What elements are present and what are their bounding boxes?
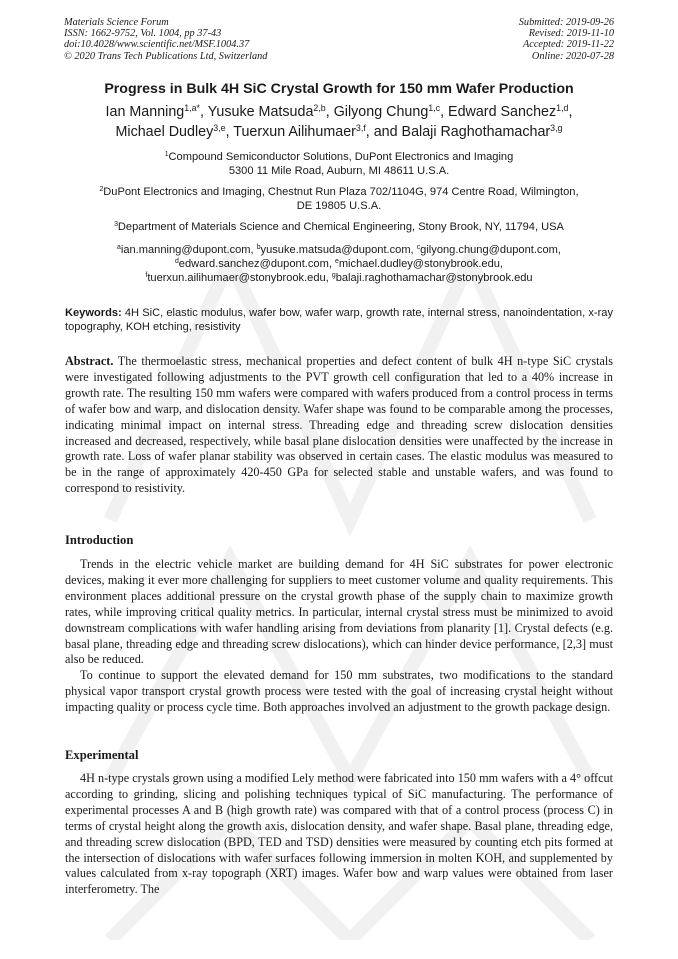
author-affiliation-sup: 1,a*	[184, 102, 200, 113]
author-affiliation-sup: 3,e	[213, 122, 226, 133]
author-line-1: Ian Manning$^{1,a*}$, Yusuke Matsuda$^{2,b}$, Gilyong Chung$^{1,c}$, Edward Sanchez$^{1,d}$,	[105, 102, 573, 120]
submitted-date: Submitted: 2019-09-26	[518, 17, 614, 28]
author-name: Tuerxun Ailihumaer	[233, 124, 356, 140]
journal-copyright: © 2020 Trans Tech Publications Ltd, Switzerland	[64, 50, 268, 62]
journal-issn: ISSN: 1662-9752, Vol. 1004, pp 37-43	[64, 28, 222, 40]
email-link[interactable]: ian.manning@dupont.com,	[120, 244, 257, 256]
journal-info	[64, 17, 267, 62]
submission-dates	[519, 17, 614, 62]
abstract	[65, 354, 613, 497]
author-list	[40, 102, 638, 142]
experimental-paragraph-1: 4H n-type crystals grown using a modified Lely method were fabricated into 150 mm wafers with a 4° offcut according to grinding, slicing and polishing techniques typical of SiC manufacturing. The performance of experimental processes A and B (high growth rate) was compared with that of a control process (process C) in terms of crystal height along the growth axis, dislocation density, and wafer shape. Basal plane, threading edge, and threading screw dislocation (BPD, TED and TSD) densities were measured by counting etch pits formed at the intersection of dislocations with wafer surfaces following immersion in molten KOH, and supplemented by values calculated from x-ray topograph (XRT) images. Wafer bow and warp values were obtained from laser interferometry. The	[65, 771, 613, 897]
online-date: Online: 2020-07-28	[531, 50, 614, 62]
author-emails: $^a$ian.manning@dupont.com, $^b$yusuke.matsuda@dupont.com, $^c$gilyong.chung@dupont.com, $^d$edward.sanchez@dupont.com, $^e$michael.dudley@stonybrook.edu, $^f$tuerxun.ailihumaer@stonybrook.edu, $^g$balaji.raghothamachar@stonybrook.edu	[117, 243, 561, 284]
author-affiliation-sup: 1,d	[556, 102, 569, 113]
email-link[interactable]: balaji.raghothamachar@stonybrook.edu	[335, 272, 533, 284]
author-name: Balaji Raghothamachar	[401, 124, 551, 140]
email-link[interactable]: edward.sanchez@dupont.com,	[178, 258, 335, 270]
journal-doi[interactable]: doi:10.4028/www.scientific.net/MSF.1004.37	[64, 39, 250, 51]
journal-name: Materials Science Forum	[64, 17, 169, 28]
author-affiliation-sup: 3,g	[550, 122, 563, 133]
introduction-paragraph-1: Trends in the electric vehicle market are building demand for 4H SiC substrates for power electronic devices, making it ever more challenging for suppliers to meet customer volume and quality requirements. This environment places additional pressure on the crystal growth phase of the supply chain to maximize growth rates, while improving critical quality metrics. In particular, internal crystal stress must be minimized to avoid downstream complications with wafer handling arising from deviations from planarity [1]. Crystal defects (e.g. basal plane, threading edge and threading screw dislocations), which can hinder device performance, [2,3] must also be reduced.	[65, 557, 613, 667]
author-name: Gilyong Chung	[333, 104, 429, 120]
revised-date: Revised: 2019-11-10	[528, 28, 614, 40]
introduction-heading: Introduction	[65, 533, 134, 547]
affiliation-1: $^1$Compound Semiconductor Solutions, DuPont Electronics and Imaging 5300 11 Mile Road, Auburn, MI 48611 U.S.A.	[164, 150, 514, 177]
author-line-2: Michael Dudley$^{3,e}$, Tuerxun Ailihumaer$^{3,f}$, and Balaji Raghothamachar$^{3,g}$	[115, 122, 563, 140]
keywords	[65, 306, 613, 334]
paper-title: Progress in Bulk 4H SiC Crystal Growth for 150 mm Wafer Production	[104, 81, 574, 97]
affiliation-2: $^2$DuPont Electronics and Imaging, Chestnut Run Plaza 702/1104G, 974 Centre Road, Wilmington, DE 19805 U.S.A.	[99, 185, 579, 212]
email-link[interactable]: yusuke.matsuda@dupont.com,	[260, 244, 417, 256]
email-link[interactable]: gilyong.chung@dupont.com,	[420, 244, 561, 256]
affiliation-3: $^3$Department of Materials Science and Chemical Engineering, Stony Brook, NY, 11794, USA	[114, 220, 564, 233]
keywords-text: 4H SiC, elastic modulus, wafer bow, wafer warp, growth rate, internal stress, nanoindentation, x-ray topography, KOH etching, resistivity	[65, 307, 613, 333]
introduction-paragraph-2: To continue to support the elevated demand for 150 mm substrates, two modifications to the standard physical vapor transport crystal growth process were tested with the goal of increasing crystal height without impacting quality or process cycle time. Both approaches involved an adjustment to the growth package design.	[65, 668, 613, 714]
experimental-heading: Experimental	[65, 748, 139, 762]
keywords-label: Keywords:	[65, 307, 122, 319]
author-name: Michael Dudley	[115, 124, 214, 140]
abstract-label: Abstract.	[65, 354, 114, 368]
email-link[interactable]: michael.dudley@stonybrook.edu,	[338, 258, 504, 270]
email-link[interactable]: tuerxun.ailihumaer@stonybrook.edu,	[147, 272, 332, 284]
author-affiliation-sup: 1,c	[428, 102, 441, 113]
author-name: Yusuke Matsuda	[207, 104, 314, 120]
abstract-text: The thermoelastic stress, mechanical properties and defect content of bulk 4H n-type SiC crystals were investigated following adjustments to the PVT growth cell configuration that led to a 40% increase in growth rate. The resulting 150 mm wafers were compared with wafers produced from a control process in terms of wafer bow and warp, and dislocation density. Wafer shape was found to be comparable among the processes, indicating minimal impact on internal stress. Threading edge and threading screw dislocation densities increased and decreased, respectively, while basal plane dislocation densities were unaffected by the increase in growth rate. Loss of wafer planar stability was observed in certain cases. The elastic modulus was measured to be in the range of approximately 420-450 GPa for selected stable and unstable wafers, and was found to correspond to resistivity.	[65, 354, 613, 496]
author-name: Edward Sanchez	[448, 104, 557, 120]
author-affiliation-sup: 3,f	[355, 122, 366, 133]
accepted-date: Accepted: 2019-11-22	[522, 39, 614, 51]
author-affiliation-sup: 2,b	[313, 102, 326, 113]
author-name: Ian Manning	[105, 104, 185, 120]
